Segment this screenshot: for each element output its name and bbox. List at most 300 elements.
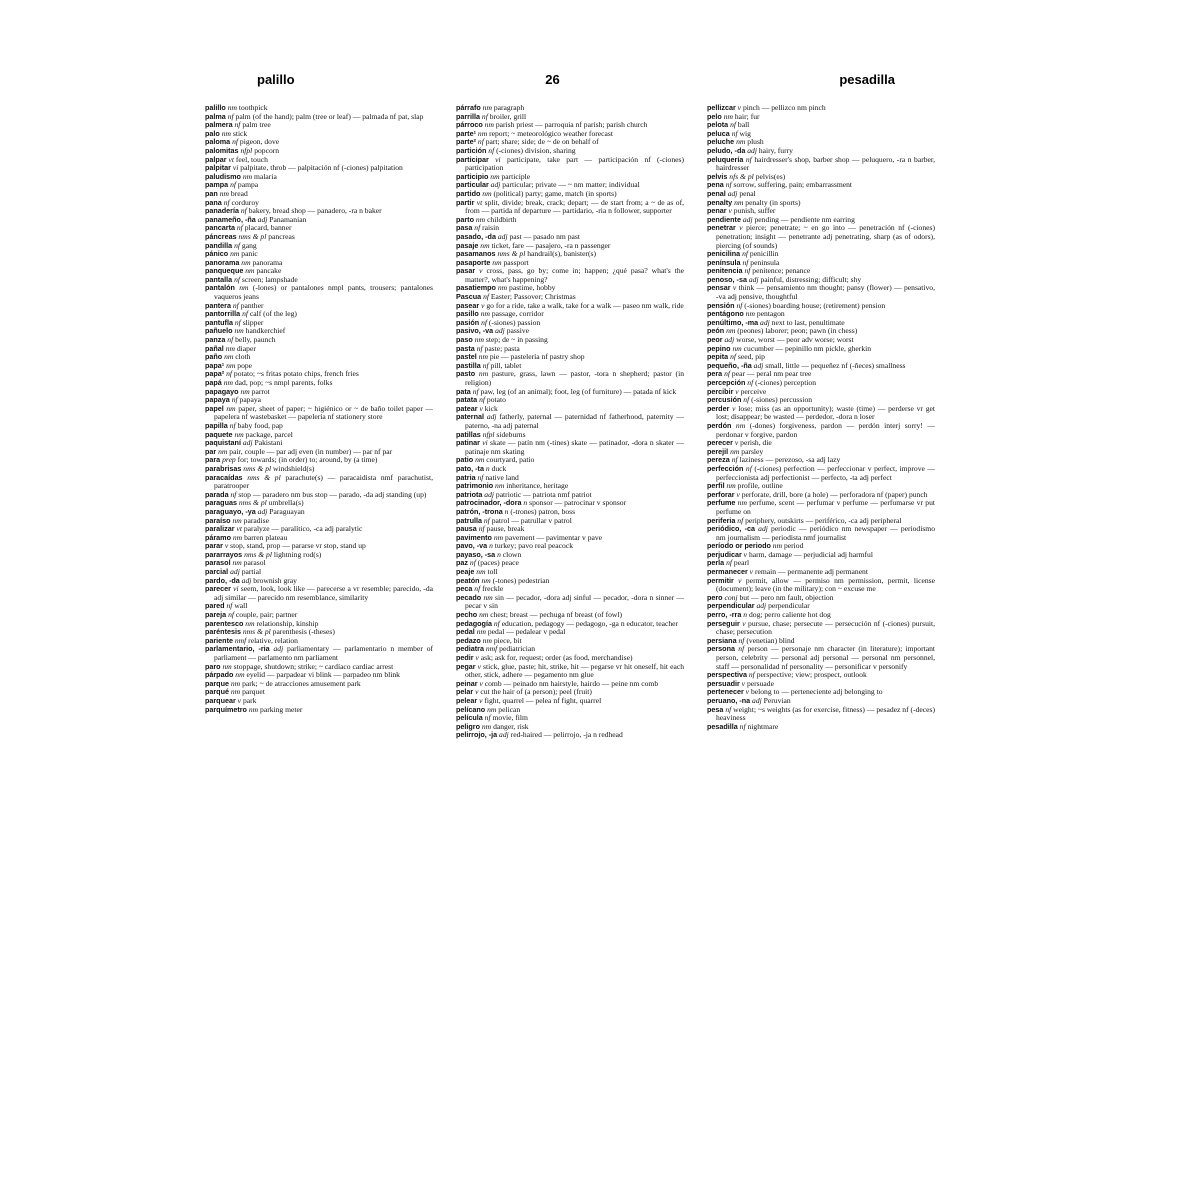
entry-headword: pena: [707, 180, 724, 190]
entry-headword: percepción: [707, 378, 746, 387]
entry-headword: perpendicular: [707, 601, 755, 611]
entry-part-of-speech: nf: [725, 704, 732, 714]
entry-definition: package, parcel: [245, 429, 293, 439]
entry-part-of-speech: vt: [228, 154, 234, 164]
entry-part-of-speech: nm: [481, 575, 491, 585]
entry-headword: periódico, -ca: [707, 524, 755, 534]
entry-part-of-speech: nf: [730, 120, 736, 130]
dictionary-entry: [707, 224, 935, 250]
entry-definition: inheritance, heritage: [506, 481, 569, 491]
entry-definition: pending — pendiente nm earring: [754, 214, 855, 224]
entry-definition: pentagon: [756, 309, 785, 319]
entry-definition: native land: [485, 472, 519, 482]
entry-part-of-speech: nm: [230, 249, 240, 259]
entry-definition: palm tree: [242, 120, 271, 130]
entry-headword: paro: [205, 661, 221, 671]
entry-headword: penal: [707, 188, 726, 198]
entry-definition: sponsor — patrocinar v sponsor: [529, 498, 627, 508]
entry-definition: Paraguayan: [269, 506, 305, 516]
entry-part-of-speech: nf: [745, 154, 752, 164]
entry-definition: popcorn: [254, 145, 280, 155]
entry-definition: handkerchief: [245, 326, 286, 336]
entry-definition: ticket, fare — pasajero, -ra n passenger: [491, 240, 611, 250]
entry-definition: paragraph: [493, 103, 525, 112]
entry-headword: periferia: [707, 515, 736, 525]
entry-definition: penal: [739, 188, 756, 198]
entry-headword: patriota: [456, 489, 483, 499]
entry-definition: pope: [237, 360, 253, 370]
entry-definition: skate — patín nm (-tines) skate — patinador, -dora n skater — patinaje nm skating: [465, 438, 684, 456]
entry-definition: papaya: [239, 395, 262, 405]
entry-definition: person — personaje nm character (in literature); important person, celebrity — personal adj personal — personal nm personnel, staff — personalidad nf personality — personificar v personify: [716, 644, 935, 671]
entry-part-of-speech: adj: [727, 188, 738, 198]
entry-part-of-speech: nm: [234, 429, 244, 439]
entry-headword: pedal: [456, 627, 475, 637]
entry-definition: parrot: [251, 386, 270, 396]
entry-headword: pancarta: [205, 223, 235, 233]
entry-definition: split, divide; break, crack; depart; — de start from; a ~ de as of, from — partida nf departure — partidario, -ria n follower, supporter: [465, 197, 684, 216]
entry-part-of-speech: nf: [227, 111, 234, 121]
entry-definition: parenthesis (-theses): [272, 627, 335, 637]
entry-headword: pecho: [456, 610, 478, 620]
entry-definition: lose; miss (as an opportunity); waste (time) — perderse vr get lost; disappear; be wasted — perdedor, -dora n loser: [716, 403, 935, 422]
entry-headword: pasivo, -va: [456, 326, 494, 336]
entry-definition: childbirth: [487, 214, 517, 224]
entry-headword: paludismo: [205, 171, 241, 181]
entry-definition: placard, banner: [244, 223, 292, 233]
entry-definition: penitence; penance: [752, 266, 811, 276]
entry-headword: pasado, -da: [456, 231, 496, 241]
entry-part-of-speech: nf: [230, 489, 237, 499]
entry-headword: perfección: [707, 463, 744, 473]
entry-part-of-speech: v: [732, 403, 736, 413]
entry-headword: percusión: [707, 395, 742, 405]
entry-definition: (paces) peace: [477, 558, 519, 568]
entry-part-of-speech: nm: [490, 171, 500, 181]
entry-part-of-speech: nm: [219, 188, 229, 198]
entry-headword: perfume: [707, 498, 736, 508]
entry-part-of-speech: nf: [743, 395, 750, 405]
entry-definition: park; ~ de atracciones amusement park: [242, 678, 361, 688]
entry-part-of-speech: vi: [233, 584, 239, 594]
entry-headword: perdón: [707, 420, 732, 430]
entry-part-of-speech: nm: [497, 283, 508, 293]
entry-part-of-speech: nm: [245, 266, 255, 276]
entry-headword: patear: [456, 403, 478, 413]
entry-headword: pellizcar: [707, 103, 736, 112]
entry-part-of-speech: nm: [482, 188, 492, 198]
entry-headword: paraguas: [205, 498, 237, 508]
entry-definition: punish, suffer: [733, 206, 776, 216]
entry-part-of-speech: nf: [742, 257, 749, 267]
entry-definition: pastime, hobby: [509, 283, 556, 293]
entry-definition: stop — paradero nm bus stop — parado, -da adj standing (up): [238, 489, 427, 499]
entry-headword: peludo, -da: [707, 145, 746, 155]
dictionary-entry: [456, 156, 684, 173]
entry-part-of-speech: v: [732, 283, 737, 293]
entry-headword: particular: [456, 180, 489, 190]
entry-definition: panorama: [252, 257, 283, 267]
entry-part-of-speech: nm: [477, 128, 488, 138]
entry-headword: paternal: [456, 412, 484, 422]
entry-headword: paracaídas: [205, 472, 243, 482]
entry-definition: clown: [502, 549, 522, 559]
entry-part-of-speech: nm: [475, 214, 486, 224]
entry-definition: (-dones) forgiveness, pardon — perdón interj sorry! — perdonar v forgive, pardon: [716, 420, 935, 439]
entry-part-of-speech: v: [237, 695, 242, 705]
entry-headword: patillas: [456, 429, 481, 439]
entry-part-of-speech: nf: [226, 601, 233, 611]
entry-headword: patio: [456, 455, 474, 465]
entry-headword: partir: [456, 197, 475, 207]
entry-definition: bakery, bread shop — panadero, -ra n baker: [248, 206, 382, 216]
entry-definition: pavement — pavimentar v pave: [505, 532, 603, 542]
entry-definition: kick: [484, 403, 498, 413]
entry-definition: plush: [747, 137, 764, 147]
entry-definition: umbrella(s): [268, 498, 304, 508]
entry-definition: passage, corridor: [491, 309, 544, 319]
entry-definition: particular; private — ~ nm matter; individual: [502, 180, 640, 190]
entry-part-of-speech: nf: [472, 386, 479, 396]
entry-part-of-speech: v: [745, 687, 750, 697]
entry-part-of-speech: nf: [738, 635, 745, 645]
entry-headword: palmera: [205, 120, 233, 130]
entry-headword: peluche: [707, 137, 735, 147]
entry-part-of-speech: v: [736, 489, 740, 499]
entry-definition: participate, take part — participación nf (-ciones) participation: [465, 154, 684, 173]
entry-part-of-speech: nm: [734, 197, 744, 207]
entry-definition: barren plateau: [244, 532, 288, 542]
entry-headword: parar: [205, 541, 223, 551]
dictionary-entry: [456, 370, 684, 387]
entry-part-of-speech: n: [497, 549, 501, 559]
entry-part-of-speech: nm: [493, 532, 504, 542]
entry-part-of-speech: v: [749, 567, 754, 577]
entry-part-of-speech: nm: [241, 257, 251, 267]
entry-part-of-speech: nf: [229, 420, 236, 430]
entry-definition: parsley: [741, 446, 764, 456]
entry-definition: cut the hair of (a person); peel (fruit): [480, 687, 592, 697]
entry-headword: pared: [205, 601, 225, 611]
entry-headword: parquímetro: [205, 704, 247, 714]
entry-headword: parrilla: [456, 111, 480, 121]
entry-definition: participle: [501, 171, 531, 181]
dictionary-entry: [456, 199, 684, 216]
entry-definition: next to last, penultimate: [771, 317, 845, 327]
entry-headword: pañuelo: [205, 326, 233, 336]
entry-part-of-speech: nf: [493, 618, 500, 628]
right-guide-word: pesadilla: [839, 72, 895, 87]
entry-headword: pesa: [707, 704, 724, 714]
entry-definition: gang: [241, 240, 257, 250]
entry-part-of-speech: nfpl: [482, 429, 495, 439]
entry-definition: pasture, grass, lawn — pastor, -tora n shepherd; pastor (in religion): [465, 369, 684, 387]
entry-part-of-speech: v: [479, 266, 483, 276]
entry-definition: go for a ride, take a walk, take for a walk — paseo nm walk, ride: [486, 300, 684, 310]
entry-definition: perpendicular: [768, 601, 810, 611]
entry-definition: Pakistani: [254, 438, 283, 448]
dictionary-entry: [205, 645, 433, 662]
entry-part-of-speech: nf: [479, 395, 485, 405]
entry-part-of-speech: v: [479, 403, 483, 413]
entry-part-of-speech: v: [734, 438, 739, 448]
dictionary-entry: [707, 284, 935, 301]
entry-headword: parquear: [205, 695, 236, 705]
entry-headword: peor: [707, 335, 723, 345]
entry-definition: corduroy: [231, 197, 259, 207]
entry-part-of-speech: nm: [245, 618, 255, 628]
entry-part-of-speech: v: [742, 618, 746, 628]
entry-definition: panic: [241, 249, 258, 259]
entry-definition: ball: [737, 120, 750, 130]
entry-part-of-speech: v: [741, 678, 746, 688]
entry-part-of-speech: nf: [742, 249, 748, 259]
entry-part-of-speech: n: [485, 463, 490, 473]
entry-definition: potato; ~s fritas potato chips, french fries: [233, 369, 359, 379]
entry-part-of-speech: nf: [234, 120, 241, 130]
entry-definition: pause, break: [486, 524, 525, 534]
entry-headword: perecer: [707, 438, 733, 448]
entry-part-of-speech: adj: [241, 575, 252, 585]
entry-definition: weight; ~s weights (as for exercise, fitness) — pesadez nf (-deces) heaviness: [716, 704, 935, 723]
entry-part-of-speech: v: [735, 386, 739, 396]
entry-definition: painful, distressing; difficult; shy: [760, 274, 862, 284]
entry-definition: perfume, scent — perfumar v perfume — perfumarse vr put perfume on: [716, 498, 935, 516]
entry-definition: pearl: [733, 558, 750, 568]
entry-headword: parte²: [456, 137, 476, 147]
entry-definition: (political) party; game, match (in sports): [493, 188, 617, 198]
entry-definition: (-ciones) perfection — perfeccionar v perfect, improve — perfeccionista adj perfectionist — perfecto, -ta adj perfect: [716, 463, 935, 482]
entry-headword: páncreas: [205, 231, 237, 241]
entry-part-of-speech: adj: [742, 214, 753, 224]
entry-headword: pasillo: [456, 309, 479, 319]
entry-headword: persiana: [707, 635, 737, 645]
entry-part-of-speech: vi: [495, 154, 501, 164]
entry-part-of-speech: nm: [232, 558, 242, 568]
entry-headword: papá: [205, 378, 222, 387]
entry-definition: penicillin: [749, 249, 779, 259]
entry-part-of-speech: nf: [476, 343, 483, 353]
entry-part-of-speech: nm: [492, 257, 502, 267]
entry-definition: cucumber — pepinillo nm pickle, gherkin: [743, 343, 872, 353]
entry-part-of-speech: nf: [234, 240, 240, 250]
entry-headword: peruano, -na: [707, 695, 751, 705]
entry-definition: malaria: [254, 171, 277, 181]
entry-definition: small, little — pequeñez nf (-ñeces) smallness: [765, 360, 906, 370]
entry-definition: diaper: [236, 343, 256, 353]
entry-headword: pantufla: [205, 317, 233, 327]
entry-definition: stoppage, shutdown; strike; ~ cardíaco cardiac arrest: [233, 661, 394, 671]
entry-definition: but — pero nm fault, objection: [739, 592, 834, 602]
entry-headword: película: [456, 713, 483, 723]
entry-part-of-speech: nm: [730, 446, 740, 456]
entry-part-of-speech: v: [728, 206, 732, 216]
entry-headword: parte¹: [456, 128, 476, 138]
entry-headword: pardo, -da: [205, 575, 240, 585]
entry-part-of-speech: vt: [236, 524, 242, 534]
entry-part-of-speech: nf: [731, 128, 738, 138]
dictionary-entry: [707, 405, 935, 422]
entry-part-of-speech: nf: [226, 369, 232, 379]
entry-headword: pasta: [456, 343, 475, 353]
entry-definition: relationship, kinship: [256, 618, 319, 628]
entry-part-of-speech: nf: [474, 584, 481, 594]
page-header: [205, 72, 900, 92]
entry-part-of-speech: adj: [758, 524, 768, 534]
column-2: [456, 104, 684, 740]
entry-part-of-speech: adj: [760, 317, 770, 327]
entry-definition: cloth: [235, 352, 251, 362]
entry-headword: perforar: [707, 489, 735, 499]
entry-definition: periphery, outskirts — periférico, -ca adj peripheral: [745, 515, 902, 525]
entry-part-of-speech: nm: [232, 515, 242, 525]
entry-headword: partido: [456, 188, 481, 198]
entry-definition: pair, couple — par adj even (in number) — par nf par: [229, 446, 393, 456]
entry-definition: dog; perro caliente hot dog: [748, 610, 831, 620]
entry-headword: pasaporte: [456, 257, 491, 267]
entry-part-of-speech: n: [743, 610, 748, 620]
entry-definition: danger, risk: [493, 721, 529, 731]
dictionary-entry: [707, 577, 935, 594]
entry-part-of-speech: nm: [235, 670, 245, 680]
entry-headword: para: [205, 455, 221, 465]
entry-part-of-speech: adj: [497, 231, 508, 241]
entry-part-of-speech: adj: [753, 360, 764, 370]
entry-definition: pear — peral nm pear tree: [731, 369, 812, 379]
entry-part-of-speech: nf: [228, 610, 235, 620]
entry-headword: penicilina: [707, 249, 741, 259]
entry-headword: persuadir: [707, 678, 740, 688]
entry-definition: broiler, grill: [489, 111, 527, 121]
entry-part-of-speech: nf: [469, 558, 476, 568]
entry-definition: pigeon, dove: [239, 137, 280, 147]
entry-headword: pepino: [707, 343, 731, 353]
entry-part-of-speech: nm: [487, 704, 497, 714]
entry-headword: permitir: [707, 575, 734, 585]
entry-definition: hairy, furry: [758, 145, 793, 155]
entry-definition: wig: [739, 128, 751, 138]
entry-headword: panza: [205, 335, 226, 345]
entry-definition: calf (of the leg): [249, 309, 297, 319]
entry-headword: pasear: [456, 300, 480, 310]
entry-headword: paraguayo, -ya: [205, 506, 256, 516]
entry-definition: think — pensamiento nm thought; pansy (flower) — pensativo, -va adj pensive, thoughtful: [716, 283, 935, 302]
entry-definition: remain — permanente adj permanent: [754, 567, 868, 577]
entry-definition: profile, outline: [737, 481, 783, 491]
entry-part-of-speech: adj: [484, 489, 494, 499]
entry-part-of-speech: nf: [482, 360, 489, 370]
entry-part-of-speech: nf: [483, 515, 490, 525]
entry-definition: paradise: [243, 515, 269, 525]
entry-headword: palpitar: [205, 163, 231, 173]
entry-definition: (venetian) blind: [746, 635, 795, 645]
entry-part-of-speech: nm: [723, 111, 733, 121]
entry-definition: hairdresser's shop, barber shop — peluquero, -ra n barber, hairdresser: [716, 154, 936, 173]
entry-definition: parish priest — parroquia nf parish; parish church: [495, 120, 648, 130]
dictionary-entry: [707, 465, 935, 482]
entry-definition: stop, stand, prop — pararse vr stop, stand up: [230, 541, 366, 551]
dictionary-entry: [707, 620, 935, 637]
entry-headword: peligro: [456, 721, 480, 731]
dictionary-entry: [456, 731, 684, 740]
entry-definition: red-haired — pelirrojo, -ja n redhead: [510, 730, 623, 740]
entry-definition: pursue, chase; persecute — persecución nf (-ciones) pursuit, chase; persecution: [716, 618, 935, 637]
entry-part-of-speech: nf: [745, 463, 752, 473]
column-1: [205, 104, 433, 714]
entry-definition: potato: [486, 395, 506, 405]
entry-definition: passive: [506, 326, 530, 336]
entry-part-of-speech: nms & pl: [238, 231, 267, 241]
entry-definition: peninsula: [750, 257, 780, 267]
entry-part-of-speech: nms & pl: [242, 627, 271, 637]
entry-headword: participio: [456, 171, 489, 181]
entry-definition: parachute(s) — paracaidista nmf parachutist, paratrooper: [214, 472, 433, 491]
entry-definition: belly, paunch: [235, 335, 276, 345]
dictionary-entry: [205, 706, 433, 715]
entry-headword: pavimento: [456, 532, 492, 542]
entry-headword: perspectiva: [707, 670, 747, 680]
entry-part-of-speech: nf: [240, 206, 247, 216]
entry-part-of-speech: nms & pl: [247, 472, 281, 482]
entry-part-of-speech: v: [475, 687, 479, 697]
entry-definition: partial: [241, 567, 262, 577]
entry-headword: pan: [205, 188, 218, 198]
entry-part-of-speech: nm: [221, 128, 231, 138]
entry-part-of-speech: nf: [724, 369, 731, 379]
entry-part-of-speech: nf: [223, 197, 230, 207]
entry-headword: pausa: [456, 524, 477, 534]
entry-part-of-speech: nm: [239, 283, 249, 293]
entry-headword: paloma: [205, 137, 231, 147]
entry-headword: payaso, -sa: [456, 549, 496, 559]
entry-part-of-speech: nf: [725, 180, 732, 190]
entry-definition: perforate, drill, bore (a hole) — perforadora nf (paper) punch: [741, 489, 928, 499]
entry-definition: pancreas: [268, 231, 295, 241]
entry-definition: lightning rod(s): [273, 549, 322, 559]
entry-definition: dad, pop; ~s nmpl parents, folks: [234, 378, 333, 387]
entry-definition: pierce; penetrate; ~ en go into — penetración nf (-ciones) penetration; insight — penetrante adj penetrating, sharp (as of odors), piercing (of sounds): [716, 223, 935, 250]
dictionary-entry: [707, 156, 935, 173]
entry-part-of-speech: vt: [476, 197, 483, 207]
entry-definition: park: [242, 695, 257, 705]
entry-headword: pasaje: [456, 240, 479, 250]
entry-definition: baby food, pap: [237, 420, 283, 430]
entry-headword: pasa: [456, 223, 473, 233]
entry-headword: península: [707, 257, 741, 267]
entry-part-of-speech: nms & pl: [243, 463, 272, 473]
entry-part-of-speech: n: [504, 506, 509, 516]
entry-definition: paper, sheet of paper; ~ higiénico or ~ de baño toilet paper — papelera nf wastebasket — papelería nf stationery store: [214, 403, 433, 422]
entry-part-of-speech: v: [481, 300, 485, 310]
entry-part-of-speech: vi: [482, 438, 488, 448]
entry-headword: párrafo: [456, 103, 481, 112]
entry-headword: parentesco: [205, 618, 244, 628]
entry-definition: seem, look, look like — parecerse a vr resemble; parecido, -da adj similar — parecido nm resemblance, similarity: [214, 584, 434, 602]
entry-part-of-speech: nm: [482, 103, 492, 112]
entry-headword: pensar: [707, 283, 731, 293]
entry-definition: report; ~ meteorológico weather forecast: [489, 128, 613, 138]
entry-part-of-speech: v: [479, 695, 483, 705]
entry-headword: peatón: [456, 575, 480, 585]
entry-headword: peón: [707, 326, 725, 336]
entry-definition: parasol: [243, 558, 266, 568]
entry-definition: pancake: [256, 266, 282, 276]
entry-definition: palm (of the hand); palm (tree or leaf) — palmada nf pat, slap: [235, 111, 424, 121]
dictionary-entry: [707, 422, 935, 439]
entry-part-of-speech: nf: [242, 309, 248, 319]
entry-definition: education, pedagogy — pedagogo, -ga n educator, teacher: [501, 618, 679, 628]
entry-definition: turkey; pavo real peacock: [494, 541, 573, 551]
